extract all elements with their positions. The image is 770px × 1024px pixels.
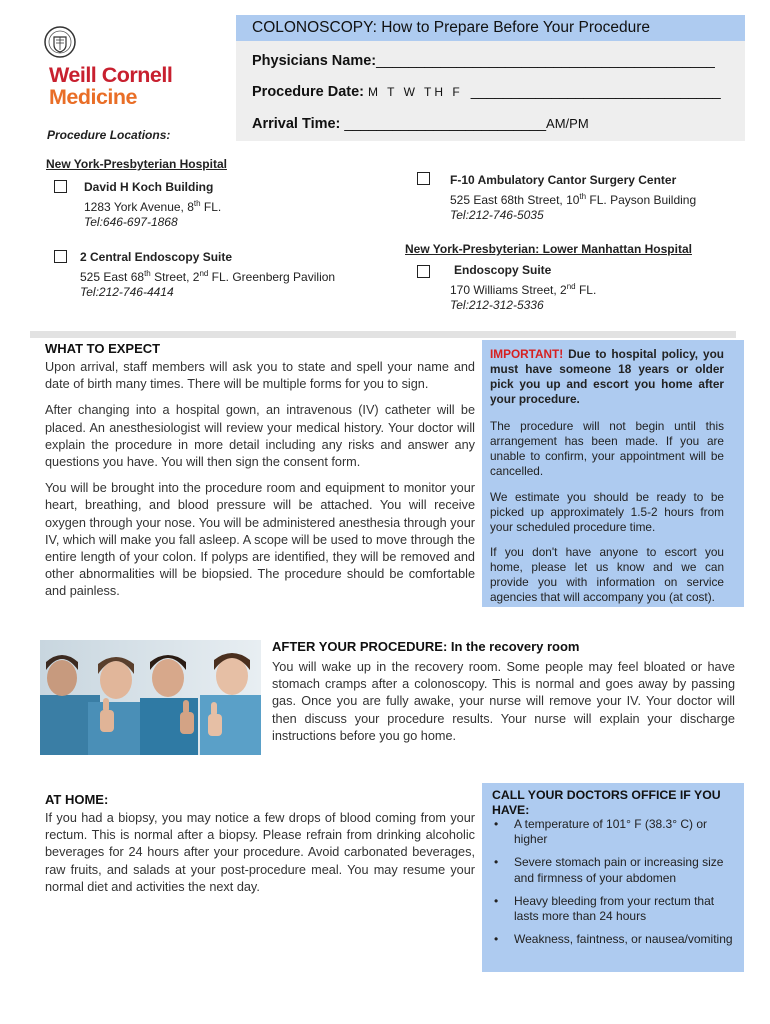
checkbox-endoscopy-suite[interactable] (417, 265, 430, 278)
arrival-time-label: Arrival Time: (252, 116, 341, 132)
important-notice-box (482, 340, 744, 607)
important-notice-text: IMPORTANT! Due to hospital policy, you must have someone 18 years or older pick you up and escort you home after your procedure. (490, 347, 724, 406)
what-to-expect-p3: You will be brought into the procedure room and equipment to monitor your heart, breathing, and blood pressure will be attached. You will receive oxygen through your nose. You will be administered anesthesia through your IV, which will make you fall asleep. A scope will be used to move through the entire length of your colon. If polyps are identified, they will be removed and other abnormalities will be biopsied. The procedure should be comfortable and painless. (45, 481, 475, 599)
call-doctor-list (492, 817, 738, 955)
at-home-heading: AT HOME: (45, 792, 109, 807)
call-doctor-heading: CALL YOUR DOCTORS OFFICE IF YOU HAVE: (492, 788, 721, 817)
location-phone: Tel:212-746-4414 (80, 285, 174, 299)
checkbox-central-endoscopy[interactable] (54, 250, 67, 263)
medical-staff-thumbs-up-photo (40, 640, 261, 755)
procedure-date-field[interactable] (252, 84, 721, 100)
physicians-name-field[interactable] (252, 53, 715, 69)
arrival-time-ampm: AM/PM (546, 116, 589, 131)
important-notice-p3: We estimate you should be ready to be picked up approximately 1.5-2 hours from your scheduled procedure time. (490, 490, 724, 534)
what-to-expect-section (45, 341, 475, 601)
arrival-time-blank[interactable]: _________________________ (344, 116, 547, 132)
checkbox-f10-cantor[interactable] (417, 172, 430, 185)
section-divider (30, 331, 736, 338)
physicians-name-label: Physicians Name: (252, 53, 377, 69)
location-name: David H Koch Building (84, 180, 214, 194)
location-koch-building (84, 180, 221, 231)
location-address: 1283 York Avenue, 8th FL. (84, 198, 222, 214)
procedure-locations-label: Procedure Locations: (47, 128, 171, 142)
hospital-heading-lower-manhattan: New York-Presbyterian: Lower Manhattan Hospital (405, 242, 692, 256)
university-seal-icon (44, 26, 76, 58)
important-label: IMPORTANT! (490, 347, 564, 361)
logo-weill-cornell: Weill Cornell (49, 63, 173, 87)
location-name: 2 Central Endoscopy Suite (80, 250, 233, 264)
logo-medicine: Medicine (49, 85, 137, 109)
call-doctor-box (482, 783, 744, 972)
location-endoscopy-suite (450, 263, 596, 314)
location-f10-cantor (450, 173, 696, 224)
at-home-text: If you had a biopsy, you may notice a few drops of blood coming from your rectum. This is normal after a biopsy. Please refrain from drinking alcoholic beverages for 24 hours after your procedure. Avoid carbonated beverages, raw fruits, and salads at your post-procedure meal. You may resume your normal diet and activities the next day. (45, 811, 475, 894)
after-procedure-text: You will wake up in the recovery room. Some people may feel bloated or have stomach cramps after a colonoscopy. This is normal and goes away by passing gas. Once you are fully awake, your nurse will remove your IV. Your doctor will then discuss your procedure results. Your nurse will explain your discharge instructions before you go home. (272, 660, 735, 743)
hospital-heading-nyp: New York-Presbyterian Hospital (46, 157, 227, 171)
location-phone: Tel:212-312-5336 (450, 298, 544, 312)
location-phone: Tel:212-746-5035 (450, 208, 544, 222)
checkbox-koch-building[interactable] (54, 180, 67, 193)
what-to-expect-p1: Upon arrival, staff members will ask you to state and spell your name and date of birth many times. There will be multiple forms for you to sign. (45, 360, 475, 392)
arrival-time-field[interactable] (252, 116, 589, 132)
location-central-endoscopy (80, 250, 335, 301)
location-phone: Tel:646-697-1868 (84, 215, 178, 229)
location-address: 525 East 68th Street, 2nd FL. Greenberg Pavilion (80, 268, 336, 284)
location-address: 525 East 68th Street, 10th FL. Payson Building (450, 191, 697, 207)
list-item: • Heavy bleeding from your rectum that lasts more than 24 hours (494, 893, 715, 924)
list-item: • A temperature of 101° F (38.3° C) or higher (494, 817, 708, 847)
list-item: • Severe stomach pain or increasing size and firmness of your abdomen (494, 855, 724, 885)
important-notice-p2: The procedure will not begin until this arrangement has been made. If you are unable to confirm, your appointment will be cancelled. (490, 419, 724, 478)
location-name: Endoscopy Suite (454, 263, 552, 277)
header-title-bar (236, 15, 745, 41)
location-address: 170 Williams Street, 2nd FL. (450, 281, 597, 297)
procedure-date-label: Procedure Date: (252, 84, 365, 100)
list-item: • Weakness, faintness, or nausea/vomiting (494, 932, 733, 947)
after-procedure-heading: AFTER YOUR PROCEDURE: In the recovery room (272, 639, 580, 654)
what-to-expect-p2: After changing into a hospital gown, an intravenous (IV) catheter will be placed. An anesthesiologist will review your medical history. Your doctor will explain the procedure in more detail including any risks and answer any questions you have. You will then sign the consent form. (45, 403, 475, 470)
after-procedure-section (272, 639, 735, 745)
what-to-expect-heading: WHAT TO EXPECT (45, 341, 161, 356)
procedure-date-days[interactable]: M T W TH F (368, 85, 463, 99)
location-name: F-10 Ambulatory Cantor Surgery Center (450, 173, 677, 187)
physicians-name-blank[interactable]: __________________________________________ (376, 53, 715, 69)
document-title: COLONOSCOPY: How to Prepare Before Your Procedure (252, 19, 651, 36)
at-home-section (45, 792, 475, 896)
important-notice-p4: If you don't have anyone to escort you home, please let us know and we can provide you with information on service agencies that will accompany you (at cost). (490, 545, 724, 604)
procedure-date-blank[interactable]: _______________________________ (470, 84, 721, 100)
